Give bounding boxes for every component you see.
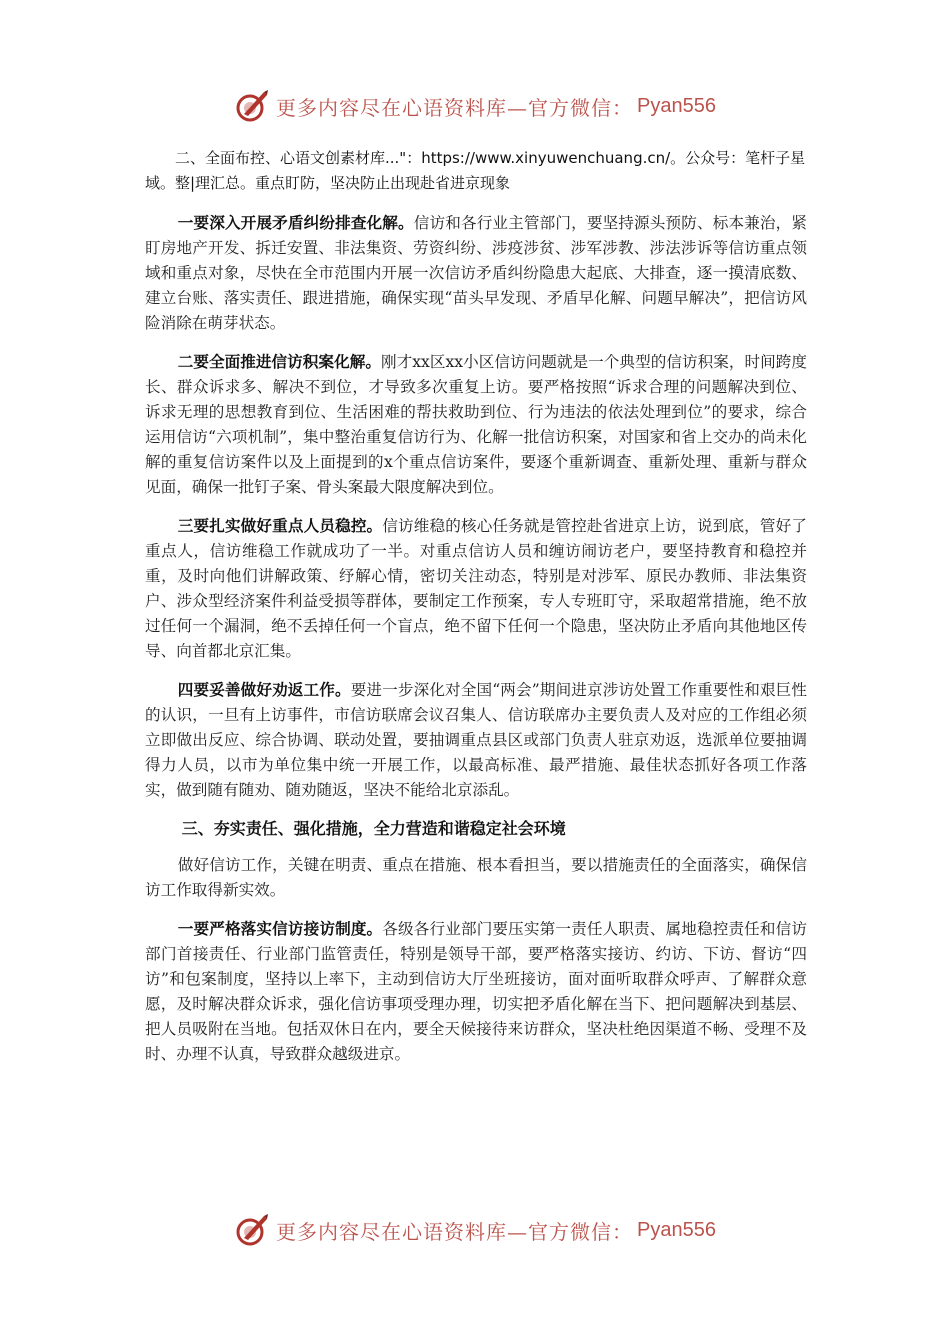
banner-wechat-id: Pyan556 (637, 94, 716, 117)
header-watermark-banner (0, 84, 950, 128)
paragraph-3 (145, 513, 807, 664)
paragraph-3-lead: 三要扎实做好重点人员稳控。 (177, 516, 383, 535)
paragraph-2-lead: 二要全面推进信访积案化解。 (177, 352, 381, 371)
footer-watermark-banner (0, 1208, 950, 1252)
section3-paragraph-1-body: 各级各行业部门要压实第一责任人职责、属地稳控责任和信访部门首接责任、行业部门监管责任，特别是领导干部，要严格落实接访、约访、下访、督访“四访”和包案制度，坚持以上率下，主动到信访大厅坐班接访，面对面听取群众呼声、了解群众意愿，及时解决群众诉求，强化信访事项受理办理，切实把矛盾化解在当下、把问题解决到基层、把人员吸附在当地。包括双休日在内，要全天候接待来访群众，坚决杜绝因渠道不畅、受理不及时、办理不认真，导致群众越级进京。 (145, 920, 807, 1063)
quill-seal-icon (234, 1212, 270, 1248)
section3-paragraph-1-lead: 一要严格落实信访接访制度。 (177, 919, 383, 938)
footer-banner-text: 更多内容尽在心语资料库—官方微信： (276, 1219, 634, 1244)
paragraph-2-body: 刚才xx区xx小区信访问题就是一个典型的信访积案，时间跨度长、群众诉求多、解决不到位，才导致多次重复上访。要严格按照“诉求合理的问题解决到位、诉求无理的思想教育到位、生活困难的帮扶救助到位、行为违法的依法处理到位”的要求，综合运用信访“六项机制”，集中整治重复信访行为、化解一批信访积案，对国家和省上交办的尚未化解的重复信访案件以及上面提到的x个重点信访案件，要逐个重新调查、重新处理、重新与群众见面，确保一批钉子案、骨头案最大限度解决到位。 (145, 353, 807, 496)
paragraph-4 (145, 677, 807, 803)
paragraph-1-body: 信访和各行业主管部门，要坚持源头预防、标本兼治，紧盯房地产开发、拆迁安置、非法集资、劳资纠纷、涉疫涉贫、涉军涉教、涉法涉诉等信访重点领域和重点对象，尽快在全市范围内开展一次信访矛盾纠纷隐患大起底、大排查，逐一摸清底数、建立台账、落实责任、跟进措施，确保实现“苗头早发现、矛盾早化解、问题早解决”，把信访风险消除在萌芽状态。 (145, 214, 807, 332)
footer-banner-wechat-id: Pyan556 (637, 1218, 716, 1241)
section3-title: 三、夯实责任、强化措施，全力营造和谐稳定社会环境 (181, 819, 566, 838)
paragraph-2 (145, 349, 807, 500)
paragraph-4-body: 要进一步深化对全国“两会”期间进京涉访处置工作重要性和艰巨性的认识，一旦有上访事件，市信访联席会议召集人、信访联席办主要负责人及对应的工作组必须立即做出反应、综合协调、联动处置，要抽调重点县区或部门负责人驻京劝返，选派单位要抽调得力人员，以市为单位集中统一开展工作，以最高标准、最严措施、最佳状态抓好各项工作落实，做到随有随劝、随劝随返，坚决不能给北京添乱。 (145, 681, 807, 799)
paragraph-1 (145, 210, 807, 336)
section3-intro: 做好信访工作，关键在明责、重点在措施、根本看担当，要以措施责任的全面落实，确保信访工作取得新实效。 (145, 856, 807, 899)
section2-heading-line: 二、全面布控、心语文创素材库..."：https://www.xinyuwenchuang.cn/。公众号：笔杆子星域。整|理汇总。重点盯防，坚决防止出现赴省进京现象 (145, 149, 806, 192)
paragraph-4-lead: 四要妥善做好劝返工作。 (177, 680, 351, 699)
document-body (145, 146, 807, 1080)
quill-seal-icon (234, 88, 270, 124)
paragraph-1-lead: 一要深入开展矛盾纠纷排查化解。 (177, 213, 414, 232)
paragraph-3-body: 信访维稳的核心任务就是管控赴省进京上访，说到底，管好了重点人，信访维稳工作就成功了一半。对重点信访人员和缠访闹访老户，要坚持教育和稳控并重，及时向他们讲解政策、纾解心情，密切关注动态，特别是对涉军、原民办教师、非法集资户、涉众型经济案件利益受损等群体，要制定工作预案，专人专班盯守，采取超常措施，绝不放过任何一个漏洞，绝不丢掉任何一个盲点，绝不留下任何一个隐患，坚决防止矛盾向其他地区传导、向首都北京汇集。 (145, 517, 807, 660)
section3-paragraph-1 (145, 916, 807, 1067)
banner-text: 更多内容尽在心语资料库—官方微信： (276, 95, 634, 120)
